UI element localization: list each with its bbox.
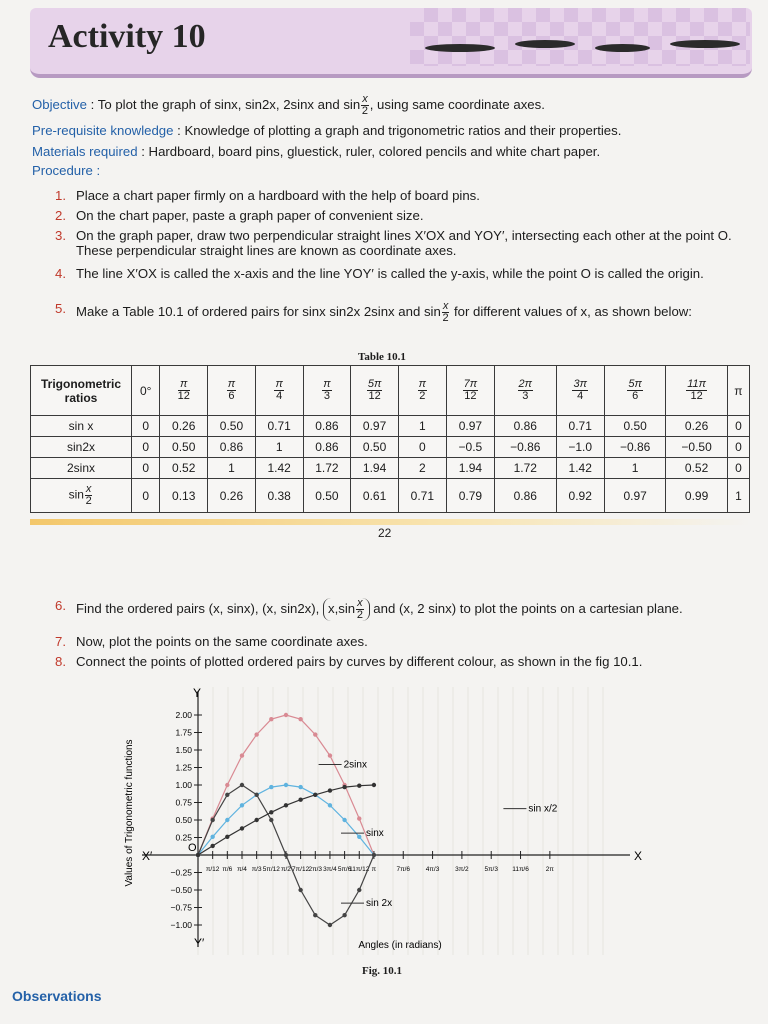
step-number: 6. — [55, 598, 66, 613]
step-number: 8. — [55, 654, 66, 669]
data-point — [269, 818, 273, 822]
brush-stroke — [670, 40, 740, 48]
page-divider — [30, 519, 750, 525]
data-point — [313, 913, 317, 917]
table-cell: −1.0 — [556, 437, 604, 458]
table-head-cell: 0° — [132, 366, 160, 416]
step-text — [76, 301, 756, 324]
ordered-pair-text: x,sin — [328, 600, 356, 616]
step-text: Now, plot the points on the same coordinate axes. — [76, 634, 368, 649]
table-header-row — [31, 366, 750, 416]
step-number: 4. — [55, 266, 66, 281]
table-cell: 0.92 — [556, 479, 604, 513]
table-cell: 2 — [398, 458, 446, 479]
table-head-cell: $\frac{2\pi}{3}$ — [495, 366, 556, 416]
table-cell: 0.26 — [666, 416, 727, 437]
table-cell: 1.42 — [255, 458, 303, 479]
observations-heading: Observations — [12, 988, 102, 1004]
table-cell: 0 — [132, 458, 160, 479]
data-point — [196, 853, 200, 857]
data-point — [284, 853, 288, 857]
y-tick-label: 1.75 — [175, 727, 192, 738]
page-number: 22 — [378, 526, 392, 540]
data-point — [240, 783, 244, 787]
data-point — [298, 888, 302, 892]
data-point — [284, 783, 288, 787]
step-text: On the graph paper, draw two perpendicular straight lines X′OX and YOY′, intersecting each other at the point O. These perpendicular straight lines are known as coordinate axes. — [76, 228, 732, 258]
row-label: sin x — [31, 416, 132, 437]
data-point — [269, 810, 273, 814]
y-tick-label: −0.50 — [170, 885, 192, 895]
step-text: On the chart paper, paste a graph paper of convenient size. — [76, 208, 424, 223]
table-cell: 0.52 — [666, 458, 727, 479]
table-cell: 0 — [132, 479, 160, 513]
table-cell: 0.52 — [160, 458, 208, 479]
table-head-label: Trigonometric ratios — [31, 366, 132, 416]
table-cell: 0.97 — [351, 416, 399, 437]
fraction-num: x — [357, 597, 363, 609]
prereq-line — [32, 123, 621, 138]
y-tick-label: 1.25 — [175, 762, 192, 773]
table-cell: 0.50 — [208, 416, 256, 437]
table-cell: 0.86 — [495, 479, 556, 513]
table-cell: 1.94 — [351, 458, 399, 479]
fraction-den: 2 — [356, 609, 363, 621]
step-number: 7. — [55, 634, 66, 649]
table-row — [31, 458, 750, 479]
table-cell: 0.71 — [255, 416, 303, 437]
prereq-label: Pre-requisite knowledge — [32, 123, 174, 138]
step-text-part: Find the ordered pairs (x, sinx), (x, sin2x), — [76, 600, 320, 616]
data-point — [269, 785, 273, 789]
table-cell: −0.50 — [666, 437, 727, 458]
table-cell: 0.50 — [160, 437, 208, 458]
table-cell: 0.71 — [398, 479, 446, 513]
table-head-cell: $\frac{5\pi}{6}$ — [604, 366, 665, 416]
table-cell: −0.86 — [604, 437, 665, 458]
table-cell: 0.86 — [303, 416, 351, 437]
table-cell: 1.72 — [303, 458, 351, 479]
x-tick-label: π/3 — [251, 866, 262, 873]
table-cell: 1 — [255, 437, 303, 458]
x-tick-label: 5π/12 — [262, 866, 280, 873]
y-axis-label: Values of Trigonometric functions — [124, 739, 135, 887]
data-point — [372, 853, 376, 857]
data-point — [298, 717, 302, 721]
table-cell: 0.86 — [495, 416, 556, 437]
row-label: 2sinx — [31, 458, 132, 479]
table-head-cell: $\frac{\pi}{4}$ — [255, 366, 303, 416]
data-point — [254, 793, 258, 797]
prereq-text: : Knowledge of plotting a graph and trigonometric ratios and their properties. — [177, 123, 622, 138]
data-point — [210, 818, 214, 822]
series-label: sin 2x — [366, 898, 393, 910]
step-number: 1. — [55, 188, 66, 203]
table-cell: 1.72 — [495, 458, 556, 479]
table-cell: 0.79 — [446, 479, 494, 513]
table-cell: 0.61 — [351, 479, 399, 513]
table-cell: 1 — [727, 479, 749, 513]
objective-line — [32, 94, 545, 117]
data-point — [328, 753, 332, 757]
table-cell: 0 — [398, 437, 446, 458]
y-tick-label: 1.50 — [175, 745, 192, 755]
step-text-part: for different values of x, as shown below: — [450, 303, 692, 319]
table-cell: 0.99 — [666, 479, 727, 513]
table-cell: 0.50 — [604, 416, 665, 437]
table-cell: 0 — [727, 458, 749, 479]
series-label: 2sinx — [343, 759, 367, 771]
trig-table — [30, 365, 750, 513]
activity-title: Activity 10 — [48, 18, 206, 55]
table-cell: 0.50 — [303, 479, 351, 513]
x-tick-label: π — [371, 866, 377, 873]
table-head-cell: $\frac{\pi}{2}$ — [398, 366, 446, 416]
y-neg-axis-letter: Y′ — [194, 936, 205, 950]
x-neg-axis-letter: X′ — [142, 849, 153, 863]
data-point — [210, 844, 214, 848]
y-tick-label: 0.50 — [175, 815, 192, 825]
table-cell: 0.38 — [255, 479, 303, 513]
table-head-cell: π — [727, 366, 749, 416]
table-head-cell: $\frac{\pi}{12}$ — [160, 366, 208, 416]
objective-tail: , using same coordinate axes. — [369, 96, 545, 112]
fraction — [356, 598, 364, 621]
step-text-part: and (x, 2 sinx) to plot the points on a cartesian plane. — [373, 600, 683, 616]
data-point — [210, 835, 214, 839]
table-cell: 0 — [132, 437, 160, 458]
data-point — [328, 923, 332, 927]
data-point — [240, 803, 244, 807]
y-tick-label: 1.00 — [175, 780, 192, 790]
fraction — [442, 301, 450, 324]
data-point — [269, 717, 273, 721]
step-text: Connect the points of plotted ordered pairs by curves by different colour, as shown in the fig 10.1. — [76, 654, 643, 669]
table-cell: 0 — [727, 416, 749, 437]
data-point — [284, 713, 288, 717]
table-cell: 1 — [604, 458, 665, 479]
table-cell: 0 — [727, 437, 749, 458]
x-tick-label: π/4 — [237, 866, 247, 873]
x-tick-label: 4π/3 — [425, 866, 440, 873]
x-tick-label: 2π/3 — [308, 866, 323, 873]
row-label: sin $\frac{x}{2}$ — [31, 479, 132, 513]
step-number: 2. — [55, 208, 66, 223]
table-cell: 1 — [208, 458, 256, 479]
origin-label: O — [188, 842, 197, 854]
data-point — [254, 732, 258, 736]
data-point — [328, 788, 332, 792]
table-cell: 0.97 — [604, 479, 665, 513]
table-head-cell: $\frac{5\pi}{12}$ — [351, 366, 399, 416]
materials-text: : Hardboard, board pins, gluestick, ruler, colored pencils and white chart paper. — [141, 144, 601, 159]
table-body — [31, 416, 750, 513]
row-label: sin2x — [31, 437, 132, 458]
procedure-line — [32, 163, 100, 178]
figure-caption: Fig. 10.1 — [362, 965, 403, 977]
procedure-label: Procedure — [32, 163, 93, 178]
ordered-pair — [323, 598, 370, 621]
y-tick-label: 0.25 — [175, 832, 192, 843]
table-cell: −0.86 — [495, 437, 556, 458]
table-cell: 0.13 — [160, 479, 208, 513]
table-cell: 0.97 — [446, 416, 494, 437]
step-text — [76, 598, 756, 621]
table-cell: 0.50 — [351, 437, 399, 458]
series-label: sinx — [366, 828, 384, 840]
brush-stroke — [595, 44, 650, 52]
table-row — [31, 437, 750, 458]
y-tick-label: 2.00 — [175, 710, 192, 720]
table-cell: 0 — [132, 416, 160, 437]
y-tick-label: −1.00 — [170, 920, 192, 930]
x-axis-label: Angles (in radians) — [358, 940, 442, 951]
table-cell: 0.71 — [556, 416, 604, 437]
table-cell: −0.5 — [446, 437, 494, 458]
x-tick-label: π/12 — [205, 866, 220, 873]
table-cell: 1.42 — [556, 458, 604, 479]
table-cell: 0.86 — [208, 437, 256, 458]
table-row — [31, 479, 750, 513]
data-point — [313, 793, 317, 797]
step-text: Place a chart paper firmly on a hardboard with the help of board pins. — [76, 188, 480, 203]
y-tick-label: −0.75 — [170, 902, 192, 913]
x-tick-label: π/2 — [281, 866, 291, 873]
step-text-part: Make a Table 10.1 of ordered pairs for sinx sin2x 2sinx and sin — [76, 303, 441, 319]
table-cell: 0.26 — [208, 479, 256, 513]
x-tick-label: 7π/12 — [292, 866, 310, 873]
materials-label: Materials required — [32, 144, 138, 159]
y-tick-label: −0.25 — [170, 867, 192, 878]
objective-label: Objective — [32, 96, 87, 112]
data-point — [225, 818, 229, 822]
y-axis-letter: Y — [193, 686, 202, 700]
data-point — [284, 803, 288, 807]
data-point — [240, 753, 244, 757]
data-point — [342, 785, 346, 789]
objective-text: : To plot the graph of sinx, sin2x, 2sinx and sin — [90, 96, 361, 112]
table-row — [31, 416, 750, 437]
x-tick-label: 2π — [545, 866, 554, 873]
materials-line — [32, 144, 600, 159]
table-head-cell: $\frac{7\pi}{12}$ — [446, 366, 494, 416]
fraction-num: x — [442, 300, 449, 312]
table-head-cell: $\frac{\pi}{3}$ — [303, 366, 351, 416]
data-point — [357, 835, 361, 839]
trig-graph — [110, 685, 670, 970]
data-point — [357, 888, 361, 892]
fraction — [361, 94, 369, 117]
data-point — [372, 783, 376, 787]
x-axis-letter: X — [634, 849, 643, 863]
data-point — [313, 732, 317, 736]
data-point — [342, 913, 346, 917]
y-tick-label: 0.75 — [175, 797, 192, 808]
fraction-den: 2 — [442, 312, 449, 324]
x-tick-label: 5π/3 — [484, 866, 498, 873]
x-tick-label: 3π/4 — [323, 866, 337, 873]
table-cell: 0.26 — [160, 416, 208, 437]
brush-stroke — [515, 40, 575, 48]
x-tick-label: π/6 — [222, 866, 233, 873]
data-point — [357, 816, 361, 820]
table-cell: 0.86 — [303, 437, 351, 458]
banner-pattern — [410, 8, 750, 66]
x-tick-label: 11π/6 — [512, 866, 529, 873]
series-label: sin x/2 — [528, 803, 558, 815]
table-cell: 1.94 — [446, 458, 494, 479]
table-cell: 1 — [398, 416, 446, 437]
data-point — [240, 826, 244, 830]
step-text: The line X′OX is called the x-axis and the line YOY′ is called the y-axis, while the point O is called the origin. — [76, 266, 704, 281]
table-caption: Table 10.1 — [358, 351, 406, 363]
x-tick-label: 11π/12 — [349, 866, 370, 873]
data-point — [342, 818, 346, 822]
data-point — [328, 803, 332, 807]
step-number: 5. — [55, 301, 66, 316]
x-tick-label: 7π/6 — [396, 866, 411, 873]
data-point — [298, 798, 302, 802]
data-point — [298, 785, 302, 789]
fraction-den: 2 — [361, 105, 368, 117]
x-tick-label: 3π/2 — [455, 866, 469, 873]
data-point — [357, 784, 361, 788]
fraction-num: x — [362, 93, 368, 105]
data-point — [254, 818, 258, 822]
data-point — [225, 835, 229, 839]
x-tick-label: 5π/6 — [337, 866, 352, 873]
data-point — [225, 793, 229, 797]
procedure-sep: : — [96, 163, 101, 178]
step-number: 3. — [55, 228, 66, 243]
brush-stroke — [425, 44, 495, 52]
table-head-cell: $\frac{11\pi}{12}$ — [666, 366, 727, 416]
data-point — [225, 783, 229, 787]
table-head-cell: $\frac{3\pi}{4}$ — [556, 366, 604, 416]
table-head-cell: $\frac{\pi}{6}$ — [208, 366, 256, 416]
